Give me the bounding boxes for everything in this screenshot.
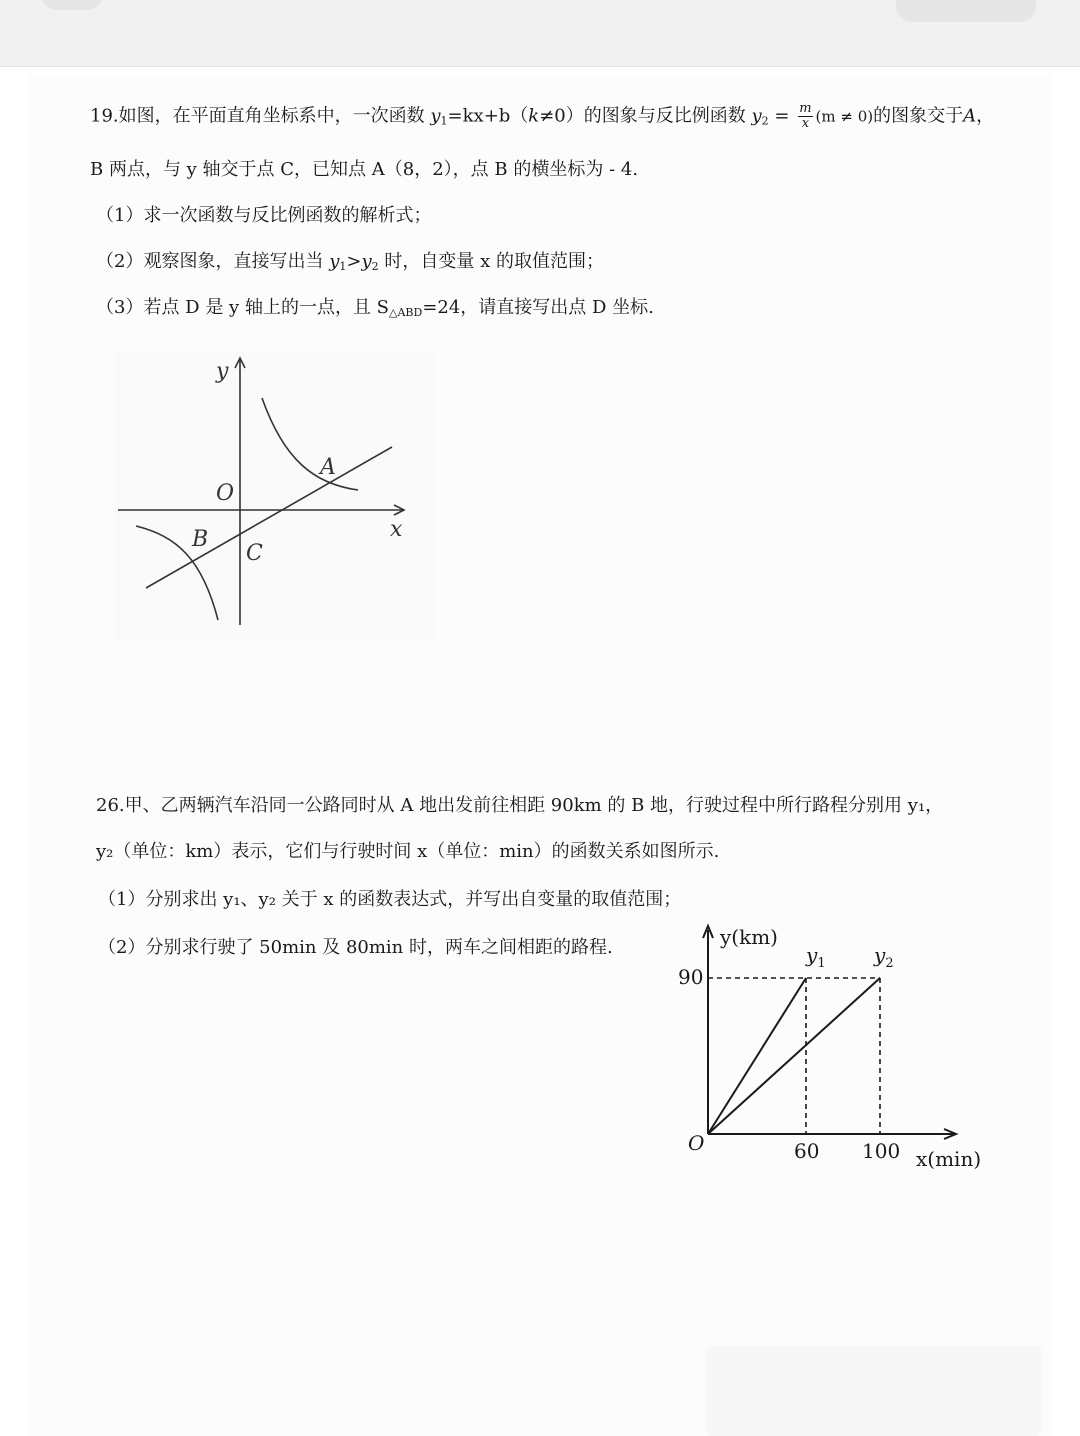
label-y2: $y_2$	[874, 943, 894, 971]
q26-line-2: y₂（单位：km）表示，它们与行驶时间 x（单位：min）的函数关系如图所示.	[96, 841, 720, 862]
q19-figure	[114, 350, 434, 640]
label-x: x	[390, 517, 403, 542]
line-y2	[708, 978, 880, 1134]
worksheet	[28, 74, 1052, 1436]
q26-part-2: （2）分别求行驶了 50min 及 80min 时，两车之间相距的路程.	[98, 937, 613, 958]
x-axis-label: x(min)	[916, 1147, 982, 1171]
label-C: C	[246, 541, 263, 566]
x-tick-100: 100	[862, 1139, 901, 1163]
q19-line-1: 19.如图，在平面直角坐标系中，一次函数 $y_1=kx+b(k\ne 0)$的图象与反比例函数 $y_2$ = $\frac{m}{x}$ (m ≠ 0)的图象交于A，	[90, 101, 995, 131]
back-button[interactable]	[40, 0, 104, 10]
fraction-m-over-x: $\frac{m}{x}$	[799, 101, 812, 131]
q19-part-1: （1）求一次函数与反比例函数的解析式；	[96, 205, 432, 226]
q26-line-1: 26.甲、乙两辆汽车沿同一公路同时从 A 地出发前往相距 90km 的 B 地，行驶过程中所行路程分别用 y₁，	[96, 795, 944, 816]
y-tick-90: 90	[678, 965, 704, 989]
label-y: y	[216, 359, 229, 384]
q26-figure	[672, 920, 1012, 1180]
action-button[interactable]	[896, 0, 1036, 22]
top-bar	[0, 0, 1080, 67]
label-origin: O	[216, 481, 235, 506]
q19-number: 19.	[90, 105, 119, 127]
q19-part-2: （2）观察图象，直接写出当 $y_1>y_2$ 时，自变量 x 的取值范围；	[96, 251, 604, 273]
x-tick-60: 60	[794, 1139, 820, 1163]
line-y1	[708, 978, 806, 1134]
q19-part-3: （3）若点 D 是 y 轴上的一点，且 $S_{\triangle ABD}=24$，请直接写出点 D 坐标.	[96, 297, 654, 319]
q26-part-1: （1）分别求出 y₁、y₂ 关于 x 的函数表达式，并写出自变量的取值范围；	[98, 889, 682, 910]
label-y1: $y_1$	[806, 943, 826, 971]
bottom-overlay	[706, 1346, 1042, 1436]
label-A: A	[320, 455, 336, 480]
q19-line-2: B 两点，与 y 轴交于点 C，已知点 A（8，2），点 B 的横坐标为 - 4.	[90, 159, 639, 180]
origin-label: O	[688, 1131, 705, 1155]
y-axis-label: y(km)	[720, 925, 778, 949]
label-B: B	[192, 527, 209, 552]
